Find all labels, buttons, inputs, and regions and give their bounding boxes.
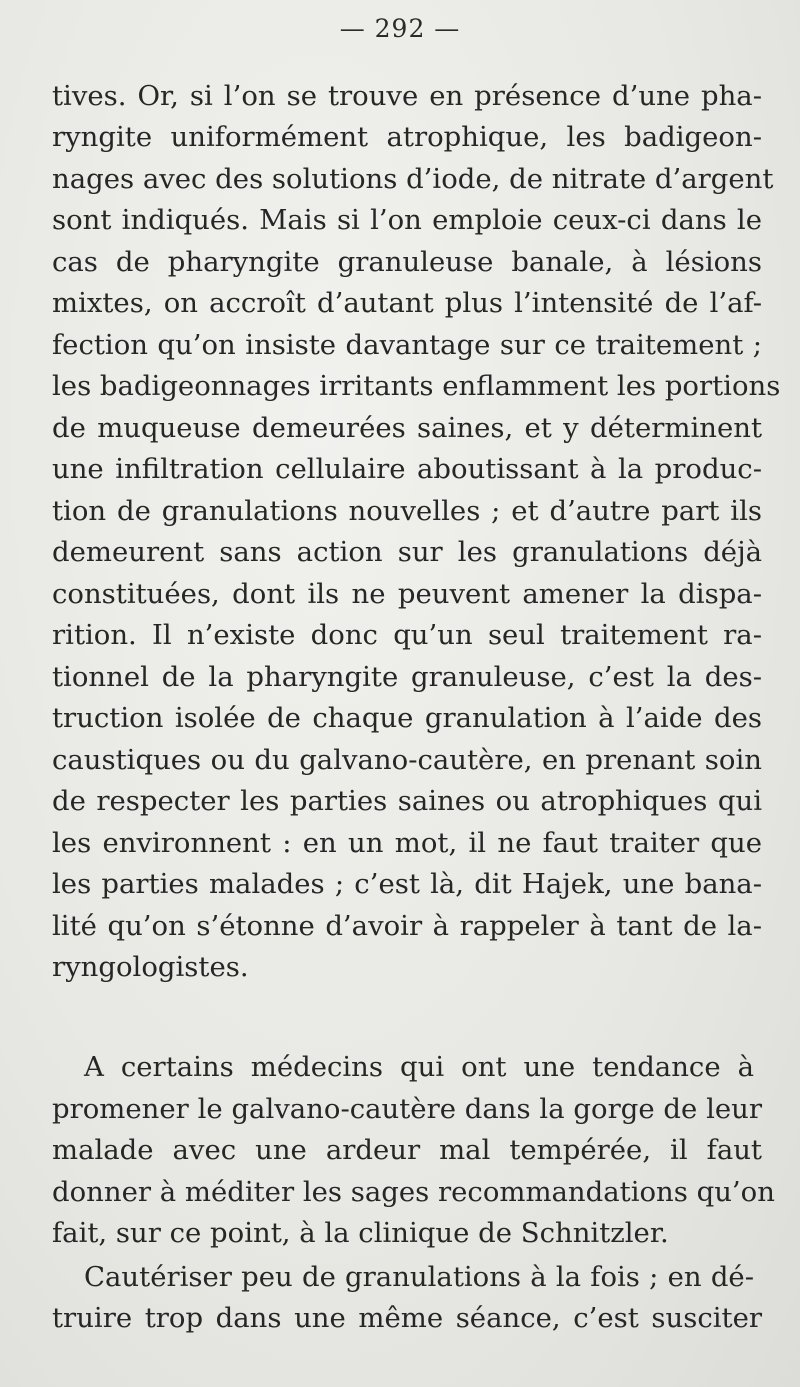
text-line: truction isolée de chaque granulation à l’aide des (52, 702, 762, 734)
page-number: — 292 — (339, 14, 461, 43)
text-line: de muqueuse demeurées saines, et y déterminent (52, 412, 762, 444)
text-line: les badigeonnages irritants enflamment les portions (52, 370, 781, 402)
text-line: ryngite uniformément atrophique, les badigeon- (52, 121, 762, 153)
text-line: de respecter les parties saines ou atrophiques qui (52, 785, 762, 817)
text-line: tionnel de la pharyngite granuleuse, c’est la des- (52, 661, 762, 693)
text-line: les parties malades ; c’est là, dit Hajek, une bana- (52, 868, 762, 900)
text-line: tives. Or, si l’on se trouve en présence d’une pha- (52, 80, 762, 112)
text-line: les environnent : en un mot, il ne faut traiter que (52, 827, 762, 859)
text-line: ryngologistes. (52, 951, 249, 983)
text-line: demeurent sans action sur les granulations déjà (52, 536, 762, 568)
text-line: caustiques ou du galvano-cautère, en prenant soin (52, 744, 762, 776)
text-line: donner à méditer les sages recommandations qu’on (52, 1176, 775, 1208)
text-line: constituées, dont ils ne peuvent amener la dispa- (52, 578, 762, 610)
text-line: A certains médecins qui ont une tendance à (84, 1051, 754, 1083)
text-line: sont indiqués. Mais si l’on emploie ceux-ci dans le (52, 204, 762, 236)
text-line: malade avec une ardeur mal tempérée, il faut (52, 1134, 762, 1166)
text-line: fection qu’on insiste davantage sur ce traitement ; (52, 329, 762, 361)
text-line: Cautériser peu de granulations à la fois ; en dé- (84, 1261, 754, 1293)
text-line: cas de pharyngite granuleuse banale, à lésions (52, 246, 762, 278)
text-line: fait, sur ce point, à la clinique de Schnitzler. (52, 1217, 669, 1249)
text-line: rition. Il n’existe donc qu’un seul traitement ra- (52, 619, 762, 651)
text-line: nages avec des solutions d’iode, de nitrate d’argent (52, 163, 774, 195)
text-line: truire trop dans une même séance, c’est susciter (52, 1302, 762, 1334)
text-line: lité qu’on s’étonne d’avoir à rappeler à tant de la- (52, 910, 762, 942)
text-line: tion de granulations nouvelles ; et d’autre part ils (52, 495, 762, 527)
text-line: mixtes, on accroît d’autant plus l’intensité de l’af- (52, 287, 762, 319)
text-line: une infiltration cellulaire aboutissant à la produc- (52, 453, 762, 485)
text-line: promener le galvano-cautère dans la gorge de leur (52, 1093, 762, 1125)
